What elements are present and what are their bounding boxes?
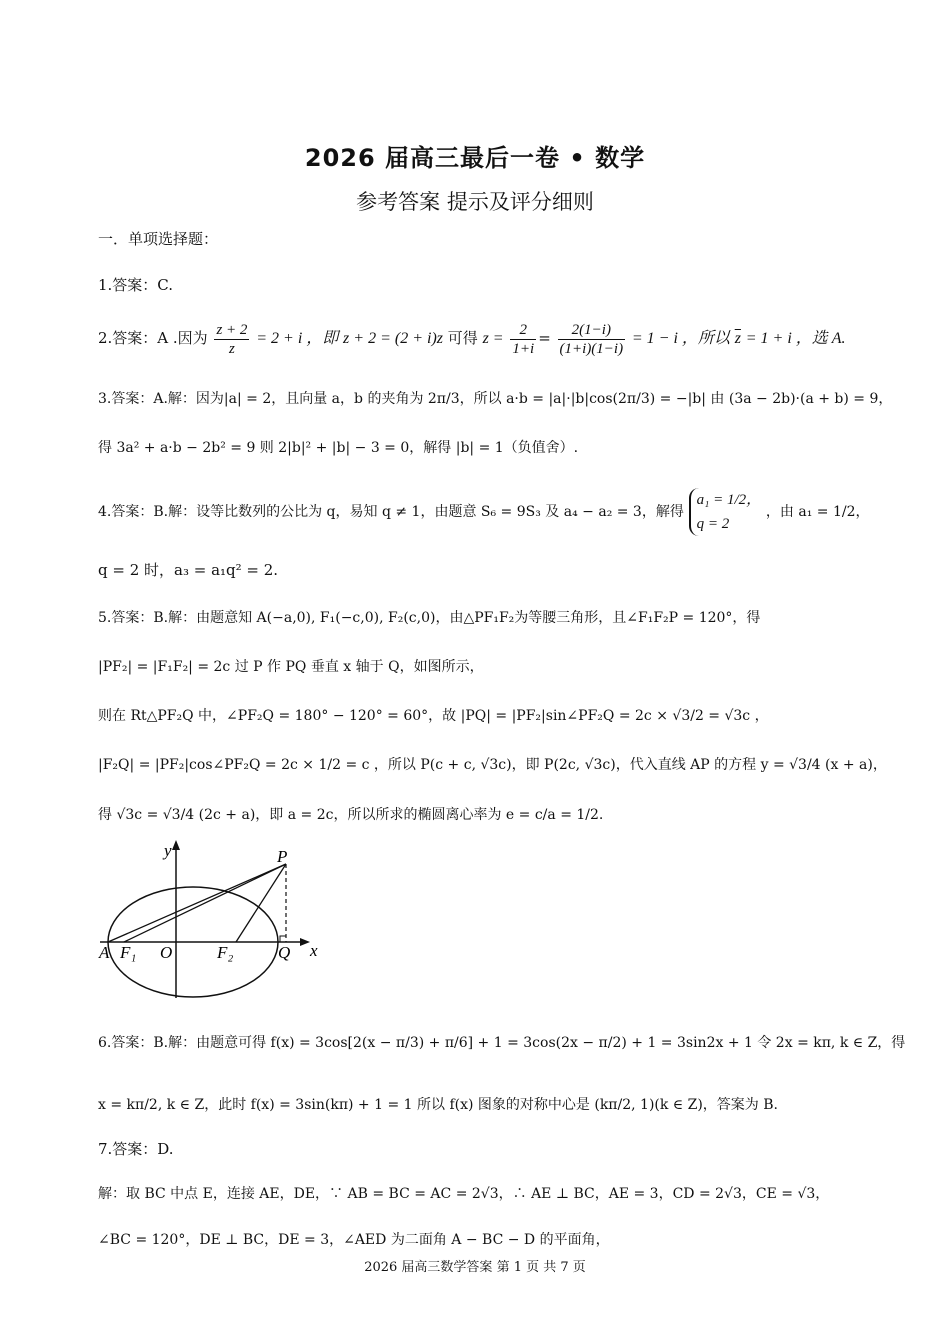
answer-3-line2: 得 3a² + a·b − 2b² = 9 则 2|b|² + |b| − 3 = 0，解得 |b| = 1（负值舍）.: [98, 440, 579, 456]
answer-7-line3: ∠BC = 120°，DE ⊥ BC，DE = 3，∠AED 为二面角 A − BC − D 的平面角，: [98, 1232, 610, 1248]
label-F2: F₂: [217, 943, 234, 962]
answer-4-line1: [98, 488, 870, 536]
page-title: 2026 届高三最后一卷 • 数学: [304, 144, 646, 172]
answer-2-intro: 2.答案：A .因为: [98, 329, 208, 347]
ellipse-figure: [96, 838, 326, 1008]
right-angle-mark: [280, 936, 286, 942]
y-axis-arrow: [172, 840, 180, 850]
answer-2: 2.答案：A .因为 $\frac{z + 2}{z}$ = 2 + i ，即 z + 2 = (2 + i)z 可得 z = $\frac{2}{1+i}$ = $\frac{2(1-i)}{(1+i)(1-i)}$ = 1 − i ，所以 $\overline{z} = 1 + i$ ，选 A.: [98, 321, 846, 357]
answer-5-line4: |F₂Q| = |PF₂|cos∠PF₂Q = 2c × 1/2 = c ，所以 P(c + c, √3c)，即 P(2c, √3c)，代入直线 AP 的方程 y = √3/4 (x + a)，: [98, 757, 887, 773]
answer-5-line1: 5.答案：B.解：由题意知 A(−a,0), F₁(−c,0), F₂(c,0)，由△PF₁F₂为等腰三角形，且∠F₁F₂P = 120°，得: [98, 610, 761, 626]
answer-4-system-row1: a₁ = 1/2，: [696, 492, 762, 508]
answer-6-line1: 6.答案：B.解：由题意可得 f(x) = 3cos[2(x − π/3) + π/6] + 1 = 3cos(2x − π/2) + 1 = 3sin2x + 1 令 2x = kπ, k ∈ Z，得: [98, 1035, 906, 1051]
answer-2-eq3: = 1 − i ，所以: [631, 330, 730, 347]
label-x: x: [310, 941, 318, 960]
label-O: O: [160, 943, 173, 962]
answer-5-line5: 得 √3c = √3/4 (2c + a)，即 a = 2c，所以所求的椭圆离心率为 e = c/a = 1/2.: [98, 807, 604, 823]
answer-2-text: 可得: [447, 329, 478, 347]
line-AP: [108, 864, 286, 942]
answer-2-zbar: $\overline{z}$: [734, 330, 741, 347]
answer-5-line2: |PF₂| = |F₁F₂| = 2c 过 P 作 PQ 垂直 x 轴于 Q，如图所示，: [98, 659, 484, 675]
answer-5-line3: 则在 Rt△PF₂Q 中，∠PF₂Q = 180° − 120° = 60°，故 |PQ| = |PF₂|sin∠PF₂Q = 2c × √3/2 = √3c ，: [98, 708, 769, 724]
answer-3-line1: 3.答案：A.解：因为|a| = 2，且向量 a，b 的夹角为 2π/3，所以 a·b = |a|·|b|cos(2π/3) = −|b| 由 (3a − 2b)·(a + b) = 9，: [98, 391, 893, 407]
label-Q: Q: [278, 943, 291, 962]
answer-4-line2: q = 2 时，a₃ = a₁q² = 2.: [98, 561, 279, 579]
answer-4-intro: 4.答案：B.解：设等比数列的公比为 q，易知 q ≠ 1，由题意 S₆ = 9S₃ 及 a₄ − a₂ = 3，解得: [98, 504, 684, 520]
page-subtitle: 参考答案 提示及评分细则: [356, 190, 594, 214]
answer-2-eq4: = 1 + i ，选 A.: [745, 330, 846, 347]
answer-2-eq2: z + 2 = (2 + i)z: [343, 330, 443, 347]
fraction-expanded: $\frac{2(1-i)}{(1+i)(1-i)}$: [559, 321, 624, 357]
label-F1: F₁: [120, 943, 137, 962]
answer-7-line1: 7.答案：D.: [98, 1140, 174, 1158]
answer-2-eq1: = 2 + i ，即: [256, 330, 339, 347]
answer-6-line2: x = kπ/2, k ∈ Z，此时 f(x) = 3sin(kπ) + 1 = 1 所以 f(x) 图象的对称中心是 (kπ/2, 1)(k ∈ Z)，答案为 B.: [98, 1097, 778, 1113]
answer-4-system: [689, 488, 762, 536]
section-heading: 一．单项选择题：: [98, 230, 219, 248]
label-A: A: [99, 943, 110, 962]
answer-4-system-row2: q = 2: [696, 516, 730, 532]
page-footer: 2026 届高三数学答案 第 1 页 共 7 页: [364, 1260, 586, 1275]
fraction-z2-over-z: $\frac{z + 2}{z}$: [216, 321, 248, 357]
fraction-2-over-1i: $\frac{2}{1+i}$: [512, 321, 535, 357]
x-axis-arrow: [300, 938, 310, 946]
answer-7-line2: 解：取 BC 中点 E，连接 AE，DE，∵ AB = BC = AC = 2√3，∴ AE ⊥ BC，AE = 3，CD = 2√3，CE = √3，: [98, 1186, 830, 1202]
answer-1: 1.答案：C.: [98, 276, 174, 294]
label-y: y: [164, 841, 172, 860]
answer-2-z: z =: [482, 330, 504, 347]
label-P: P: [277, 847, 288, 866]
answer-4-tail: ，由 a₁ = 1/2，: [765, 504, 870, 520]
